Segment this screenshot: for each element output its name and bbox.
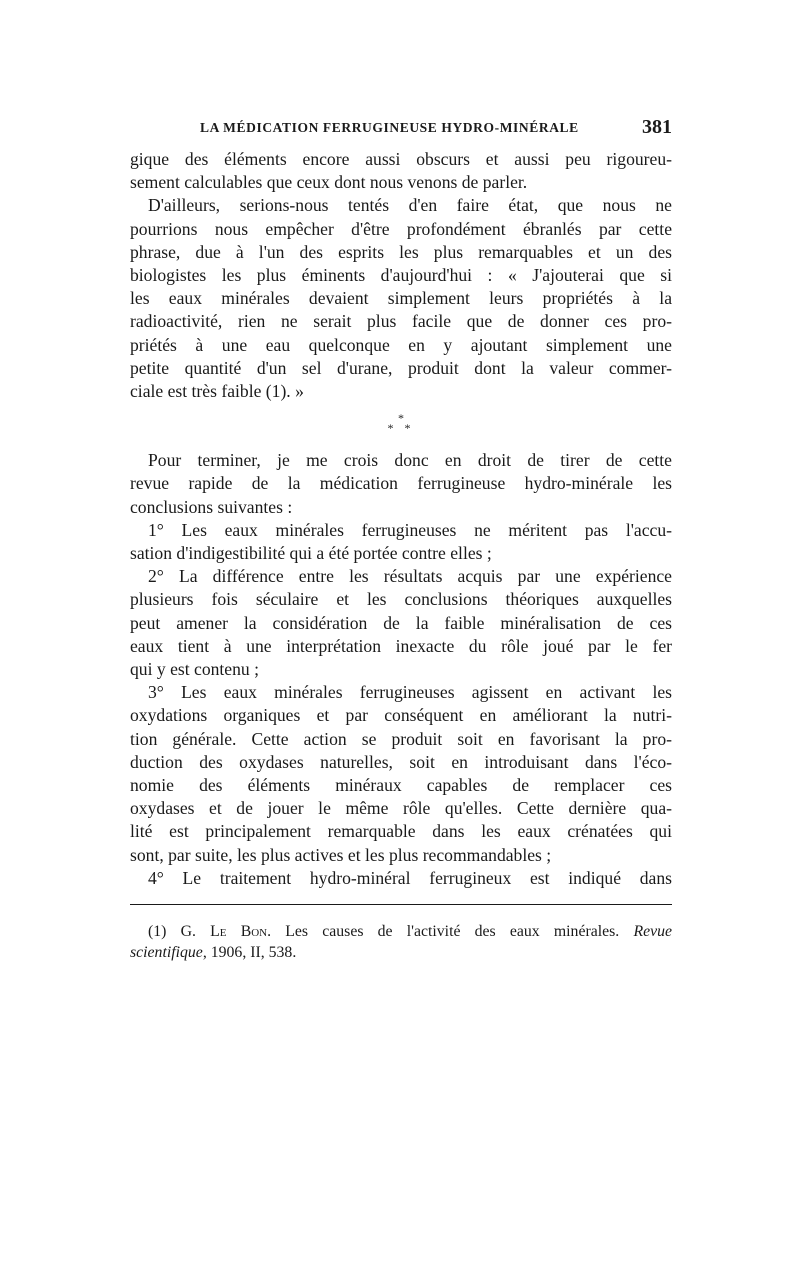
asterism-bottom: * * — [387, 421, 415, 436]
text-line: 2° La différence entre les résultats acquis par une expérience — [148, 566, 672, 587]
text-line: nomie des éléments minéraux capables de remplacer ces — [130, 775, 672, 796]
paragraph-quote — [130, 194, 672, 403]
text-line: sement calculables que ceux dont nous venons de parler. — [130, 172, 528, 193]
text-line: conclusions suivantes : — [130, 496, 293, 517]
footnote-rule — [130, 904, 672, 905]
running-header — [130, 116, 672, 144]
footnote-title: . Les causes de l'activité des eaux minérales. — [267, 923, 620, 941]
footnote-journal-part1: Revue — [633, 923, 673, 941]
paragraph-conclusion-intro — [130, 449, 672, 519]
footnote-author-name: Le Bon — [210, 923, 268, 941]
text-line: lité est principalement remarquable dans les eaux crénatées qui — [130, 821, 672, 842]
text-line: priétés à une eau quelconque en y ajoutant simplement une — [130, 334, 672, 355]
footnote — [130, 921, 672, 963]
text-line: petite quantité d'un sel d'urane, produit dont la valeur commer- — [130, 357, 672, 378]
text-line: qui y est contenu ; — [130, 659, 259, 680]
text-line: peut amener la considération de la faible minéralisation de ces — [130, 612, 672, 633]
text-line: D'ailleurs, serions-nous tentés d'en faire état, que nous ne — [148, 195, 672, 216]
paragraph-continuation — [130, 148, 672, 194]
text-line: tion générale. Cette action se produit soit en favorisant la pro- — [130, 728, 672, 749]
footnote-line — [130, 921, 672, 942]
book-page — [130, 116, 672, 963]
text-line: oxydations organiques et par conséquent en améliorant la nutri- — [130, 705, 672, 726]
text-line: sation d'indigestibilité qui a été portée contre elles ; — [130, 543, 492, 564]
text-line: sont, par suite, les plus actives et les plus recommandables ; — [130, 844, 552, 865]
text-line: revue rapide de la médication ferrugineuse hydro-minérale les — [130, 473, 672, 494]
conclusion-item-2 — [130, 565, 672, 681]
asterism-separator — [130, 403, 672, 445]
text-line: gique des éléments encore aussi obscurs et aussi peu rigoureu- — [130, 149, 672, 169]
text-line: plusieurs fois séculaire et les conclusions théoriques auxquelles — [130, 589, 672, 610]
running-title: LA MÉDICATION FERRUGINEUSE HYDRO-MINÉRALE — [200, 120, 579, 135]
footnote-line — [130, 942, 672, 963]
body-text — [130, 148, 672, 890]
conclusion-item-1 — [130, 519, 672, 565]
footnote-journal-part2: scientifique — [130, 944, 203, 962]
text-line: 4° Le traitement hydro-minéral ferrugineux est indiqué dans — [148, 867, 672, 888]
footnote-author-initial: G. — [180, 923, 196, 941]
text-line: phrase, due à l'un des esprits les plus remarquables et un des — [130, 241, 672, 262]
text-line: les eaux minérales devaient simplement leurs propriétés à la — [130, 288, 672, 309]
asterism-top: * — [398, 411, 404, 426]
text-line: biologistes les plus éminents d'aujourd'hui : « J'ajouterai que si — [130, 265, 672, 286]
text-line: Pour terminer, je me crois donc en droit de tirer de cette — [148, 450, 672, 471]
text-line: duction des oxydases naturelles, soit en introduisant dans l'éco- — [130, 751, 672, 772]
text-line: eaux tient à une interprétation inexacte du rôle joué par le fer — [130, 635, 672, 656]
text-line: oxydases et de jouer le même rôle qu'elles. Cette dernière qua- — [130, 798, 672, 819]
conclusion-item-4 — [130, 867, 672, 890]
text-line: 1° Les eaux minérales ferrugineuses ne méritent pas l'accu- — [148, 519, 672, 540]
text-line: ciale est très faible (1). » — [130, 381, 304, 402]
page-number: 381 — [642, 116, 672, 138]
text-line: 3° Les eaux minérales ferrugineuses agissent en activant les — [148, 682, 672, 703]
text-line: pourrions nous empêcher d'être profondément ébranlés par cette — [130, 218, 672, 239]
text-line: radioactivité, rien ne serait plus facile que de donner ces pro- — [130, 311, 672, 332]
footnote-marker: (1) — [148, 923, 167, 941]
conclusion-item-3 — [130, 681, 672, 867]
footnote-details: , 1906, II, 538. — [202, 944, 297, 962]
